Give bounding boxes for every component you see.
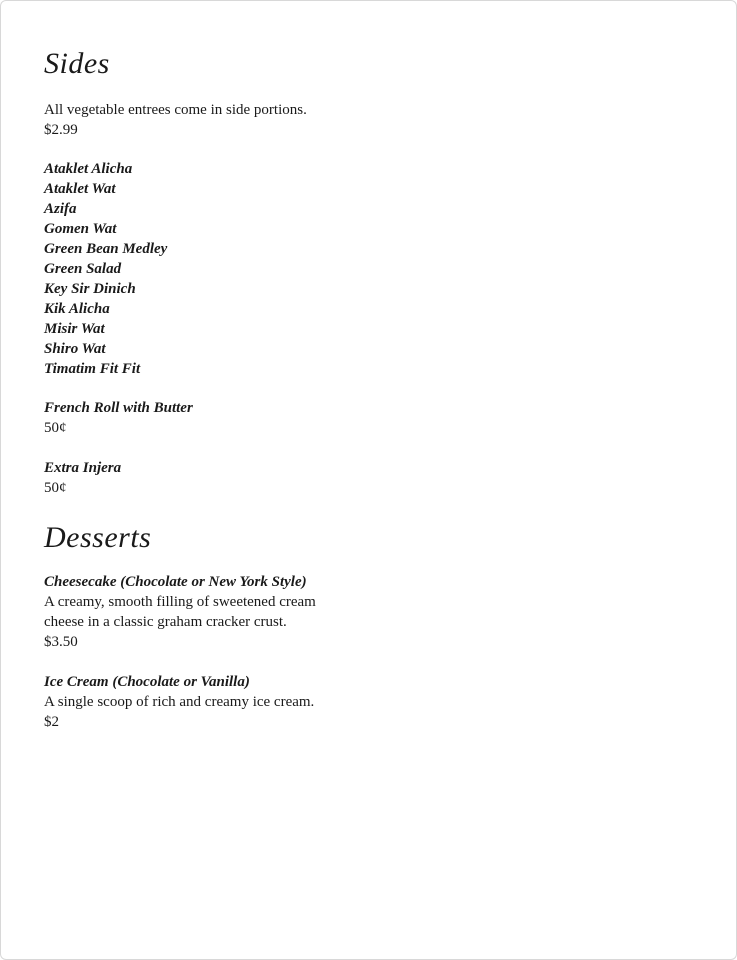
side-item: Kik Alicha (44, 301, 110, 317)
side-item: Shiro Wat (44, 341, 106, 357)
sides-intro-price: $2.99 (44, 122, 78, 138)
spacer (44, 652, 664, 672)
side-item: Timatim Fit Fit (44, 361, 141, 377)
dessert-name: Cheesecake (Chocolate or New York Style) (44, 574, 307, 590)
side-item: Key Sir Dinich (44, 281, 136, 297)
side-item: Gomen Wat (44, 221, 117, 237)
roll-price: 50¢ (44, 420, 67, 436)
side-item: Ataklet Wat (44, 181, 116, 197)
sides-intro: All vegetable entrees come in side portions. (44, 102, 307, 118)
roll-name: French Roll with Butter (44, 400, 193, 416)
menu-content (44, 44, 664, 732)
spacer (44, 140, 664, 159)
sides-list (44, 159, 664, 379)
side-item: Ataklet Alicha (44, 161, 133, 177)
side-item: Misir Wat (44, 321, 105, 337)
dessert-description: A single scoop of rich and creamy ice cream. (44, 694, 315, 710)
injera-price: 50¢ (44, 480, 67, 496)
desserts-heading: Desserts (44, 521, 152, 554)
dessert-name: Ice Cream (Chocolate or Vanilla) (44, 674, 250, 690)
side-item: Azifa (44, 201, 77, 217)
spacer (44, 498, 664, 518)
injera-name: Extra Injera (44, 460, 122, 476)
dessert-price: $3.50 (44, 634, 78, 650)
dessert-price: $2 (44, 714, 59, 730)
dessert-item-cheesecake (44, 572, 664, 652)
spacer (44, 438, 664, 458)
side-item: Green Bean Medley (44, 241, 168, 257)
side-item: Green Salad (44, 261, 122, 277)
dessert-description: cheese in a classic graham cracker crust. (44, 614, 287, 630)
dessert-description: A creamy, smooth filling of sweetened cream (44, 594, 316, 610)
dessert-item-ice-cream (44, 672, 664, 732)
spacer (44, 379, 664, 398)
sides-heading: Sides (44, 47, 110, 80)
